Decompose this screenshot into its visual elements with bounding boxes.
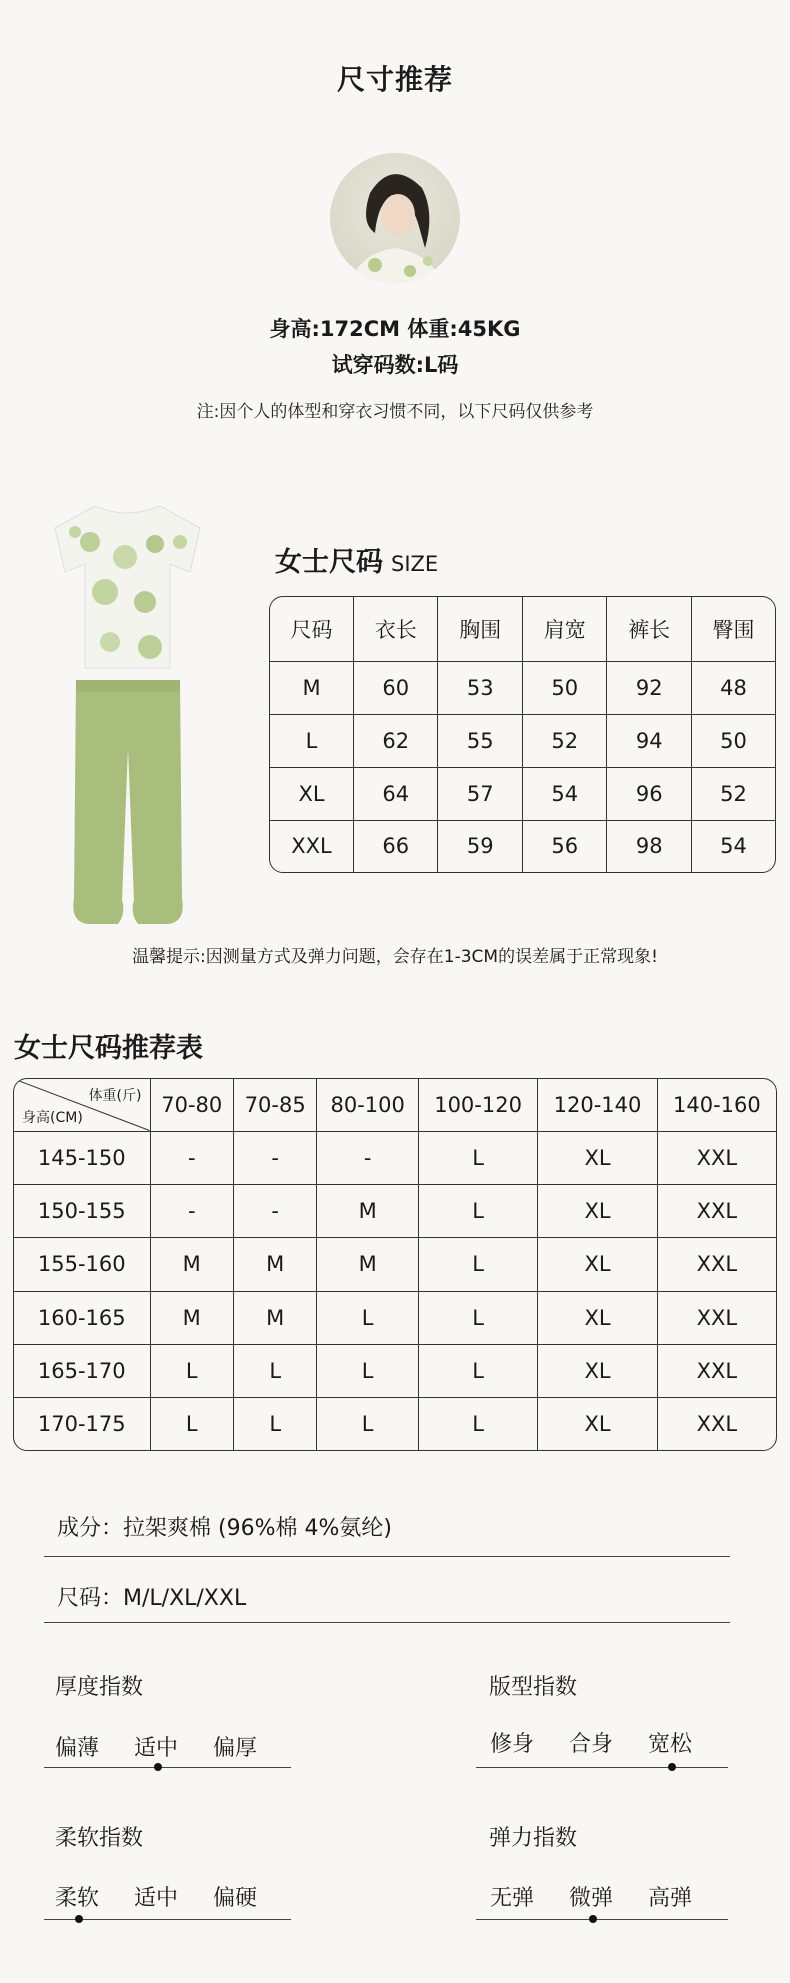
table-cell: L (418, 1398, 537, 1450)
table-cell: XXL (657, 1131, 776, 1184)
table-row (14, 1131, 776, 1184)
table-cell: L (317, 1291, 418, 1344)
model-photo-icon (330, 153, 460, 283)
thickness-track (44, 1767, 291, 1768)
table-row (14, 1398, 776, 1450)
table-cell: - (233, 1184, 316, 1237)
table-cell: XL (538, 1184, 657, 1237)
weight-header: 140-160 (657, 1079, 776, 1131)
table-cell: 62 (354, 714, 438, 767)
header-shoulder: 肩宽 (522, 597, 606, 662)
weight-header: 100-120 (418, 1079, 537, 1131)
table-cell: L (150, 1344, 233, 1397)
table-row (14, 1184, 776, 1237)
table-cell: 56 (522, 820, 606, 872)
table-cell: L (150, 1398, 233, 1450)
divider (44, 1622, 730, 1623)
table-cell: - (317, 1131, 418, 1184)
height-cell: 150-155 (14, 1184, 150, 1237)
header-hip: 臀围 (691, 597, 775, 662)
table-cell: L (418, 1184, 537, 1237)
table-cell: XXL (657, 1398, 776, 1450)
elasticity-label: 弹力指数 (489, 1826, 578, 1851)
table-cell: 59 (438, 820, 522, 872)
table-cell: XXL (270, 820, 354, 872)
table-cell: 50 (691, 714, 775, 767)
table-cell: 60 (354, 662, 438, 715)
pants-image (68, 678, 188, 928)
table-cell: L (270, 714, 354, 767)
height-cell: 170-175 (14, 1398, 150, 1450)
softness-option: 偏硬 (213, 1886, 258, 1911)
header-pants-length: 裤长 (607, 597, 691, 662)
table-cell: 98 (607, 820, 691, 872)
table-row (270, 662, 775, 715)
table-cell: M (317, 1184, 418, 1237)
weight-header: 70-85 (233, 1079, 316, 1131)
elasticity-marker (589, 1915, 597, 1923)
table-cell: XL (538, 1398, 657, 1450)
table-cell: L (418, 1291, 537, 1344)
table-cell: 53 (438, 662, 522, 715)
table-cell: L (317, 1344, 418, 1397)
fit-scale (490, 1727, 692, 1758)
elasticity-track (476, 1919, 728, 1920)
size-note: 注:因个人的体型和穿衣习惯不同，以下尺码仅供参考 (196, 402, 594, 422)
table-row (270, 767, 775, 820)
table-cell: 94 (607, 714, 691, 767)
table-cell: 57 (438, 767, 522, 820)
softness-scale (55, 1881, 257, 1912)
table-cell: 55 (438, 714, 522, 767)
model-measurements: 身高:172CM 体重:45KG (269, 317, 521, 341)
measurement-tip: 温馨提示:因测量方式及弹力问题，会存在1-3CM的误差属于正常现象! (132, 947, 658, 967)
height-cell: 155-160 (14, 1238, 150, 1291)
table-cell: 96 (607, 767, 691, 820)
header-length: 衣长 (354, 597, 438, 662)
table-cell: 52 (691, 767, 775, 820)
table-cell: 54 (691, 820, 775, 872)
model-avatar (330, 153, 460, 283)
table-cell: XXL (657, 1291, 776, 1344)
table-row (14, 1238, 776, 1291)
table-row (270, 714, 775, 767)
corner-weight-label: 体重(斤) (88, 1088, 142, 1104)
fit-option: 合身 (569, 1732, 614, 1757)
table-row (14, 1344, 776, 1397)
fit-option: 宽松 (648, 1732, 693, 1757)
elasticity-option: 高弹 (648, 1886, 693, 1911)
size-chart-title (275, 540, 438, 579)
thickness-label: 厚度指数 (55, 1675, 144, 1700)
thickness-marker (154, 1763, 162, 1771)
fit-marker (668, 1763, 676, 1771)
table-cell: XL (538, 1238, 657, 1291)
softness-label: 柔软指数 (55, 1826, 144, 1851)
table-cell: L (233, 1344, 316, 1397)
thickness-option: 适中 (134, 1736, 179, 1761)
divider (44, 1556, 730, 1557)
elasticity-option: 微弹 (569, 1886, 614, 1911)
pants-icon (68, 678, 188, 928)
header-chest: 胸围 (438, 597, 522, 662)
recommend-title: 女士尺码推荐表 (14, 1033, 203, 1064)
table-cell: - (150, 1131, 233, 1184)
table-cell: XXL (657, 1344, 776, 1397)
table-cell: 92 (607, 662, 691, 715)
weight-header: 80-100 (317, 1079, 418, 1131)
weight-header: 70-80 (150, 1079, 233, 1131)
recommend-header-row (14, 1079, 776, 1131)
softness-option: 适中 (134, 1886, 179, 1911)
table-cell: 50 (522, 662, 606, 715)
tshirt-image (50, 502, 205, 672)
height-cell: 160-165 (14, 1291, 150, 1344)
fit-option: 修身 (490, 1732, 535, 1757)
material-text: 成分：拉架爽棉 (96%棉 4%氨纶) (57, 1516, 392, 1541)
model-trial-size: 试穿码数:L码 (331, 353, 459, 377)
elasticity-option: 无弹 (490, 1886, 535, 1911)
table-cell: L (317, 1398, 418, 1450)
table-cell: M (317, 1238, 418, 1291)
table-cell: 52 (522, 714, 606, 767)
table-cell: - (150, 1184, 233, 1237)
table-cell: M (150, 1291, 233, 1344)
softness-option: 柔软 (55, 1886, 100, 1911)
thickness-option: 偏薄 (55, 1736, 100, 1761)
table-cell: XL (538, 1131, 657, 1184)
page-title: 尺寸推荐 (336, 63, 453, 96)
table-row (14, 1291, 776, 1344)
table-cell: XL (270, 767, 354, 820)
elasticity-scale (490, 1881, 692, 1912)
height-cell: 165-170 (14, 1344, 150, 1397)
table-row (270, 820, 775, 872)
thickness-option: 偏厚 (213, 1736, 258, 1761)
size-chart-title-cn: 女士尺码 (275, 547, 383, 578)
table-cell: XXL (657, 1238, 776, 1291)
height-cell: 145-150 (14, 1131, 150, 1184)
size-chart-table (269, 596, 776, 873)
table-cell: 64 (354, 767, 438, 820)
tshirt-icon (50, 502, 205, 672)
table-cell: XL (538, 1291, 657, 1344)
thickness-scale (55, 1731, 257, 1762)
table-cell: 54 (522, 767, 606, 820)
table-cell: M (150, 1238, 233, 1291)
size-chart-title-en: SIZE (391, 552, 439, 576)
fit-track (476, 1767, 728, 1768)
table-cell: 48 (691, 662, 775, 715)
corner-cell (14, 1079, 150, 1131)
table-cell: 66 (354, 820, 438, 872)
table-cell: L (418, 1344, 537, 1397)
table-cell: L (418, 1131, 537, 1184)
table-cell: XXL (657, 1184, 776, 1237)
table-cell: L (418, 1238, 537, 1291)
table-cell: - (233, 1131, 316, 1184)
table-cell: M (233, 1291, 316, 1344)
size-chart-header-row (270, 597, 775, 662)
fit-label: 版型指数 (489, 1675, 578, 1700)
table-cell: M (233, 1238, 316, 1291)
softness-marker (75, 1915, 83, 1923)
table-cell: L (233, 1398, 316, 1450)
table-cell: M (270, 662, 354, 715)
table-cell: XL (538, 1344, 657, 1397)
header-size: 尺码 (270, 597, 354, 662)
recommend-table (13, 1078, 777, 1451)
weight-header: 120-140 (538, 1079, 657, 1131)
sizes-text: 尺码：M/L/XL/XXL (57, 1586, 247, 1611)
corner-height-label: 身高(CM) (22, 1109, 83, 1126)
